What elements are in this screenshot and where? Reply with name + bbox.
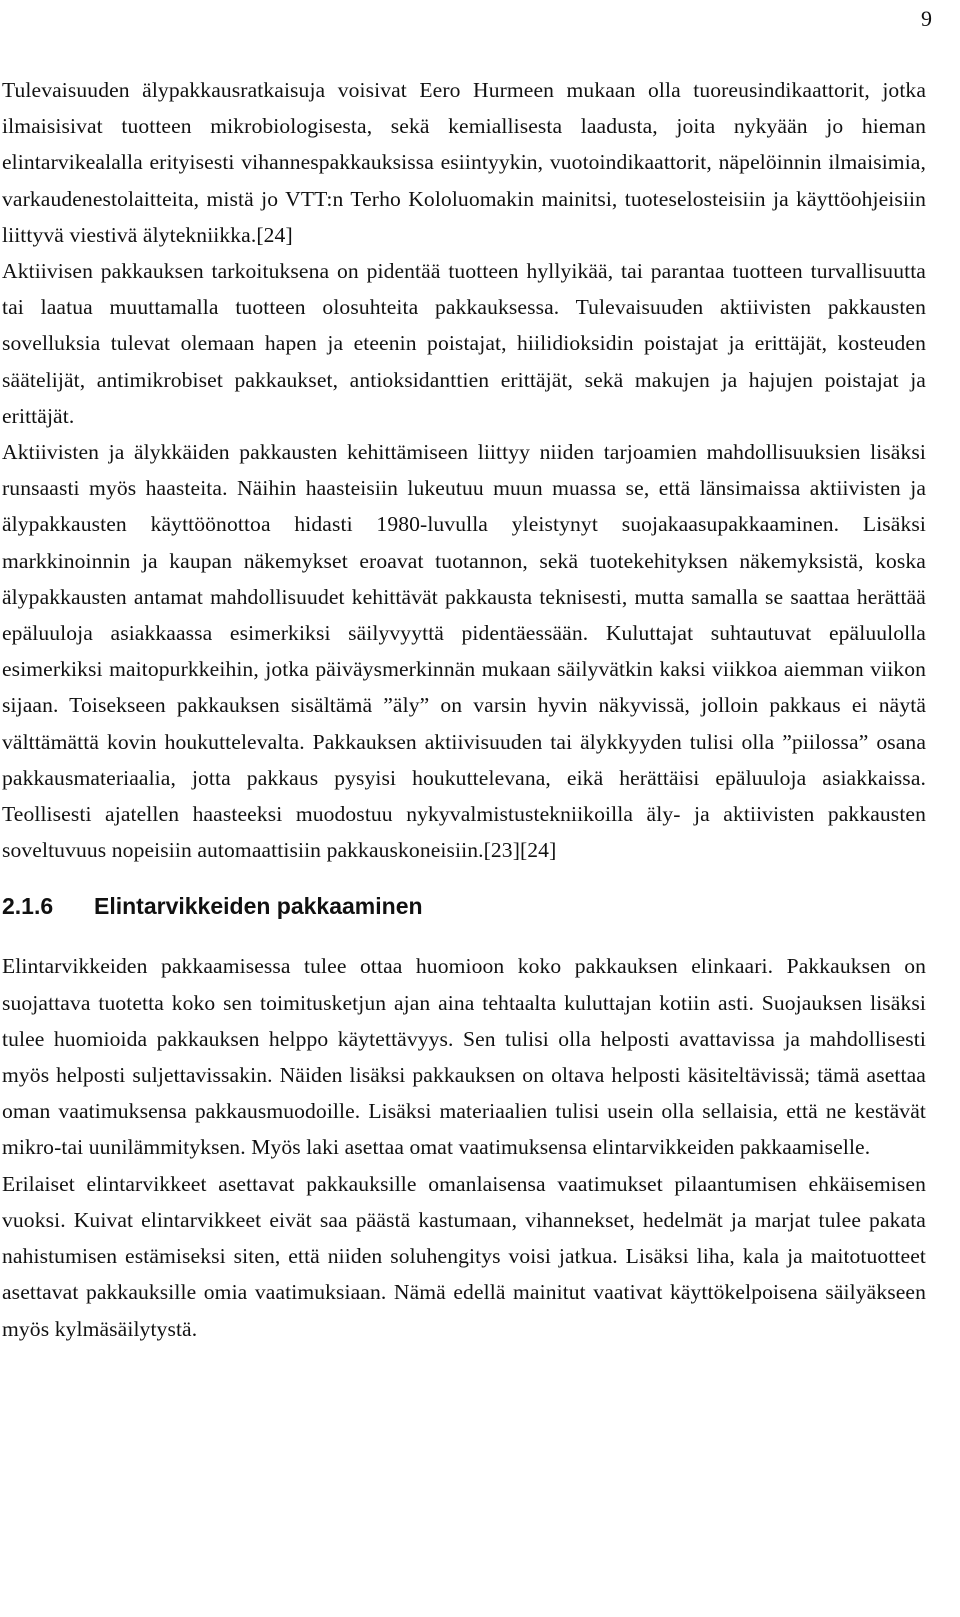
paragraph-intelligent-packaging-future: Tulevaisuuden älypakkausratkaisuja voisivat Eero Hurmeen mukaan olla tuoreusindikaattorit, jotka ilmaisisivat tuotteen mikrobiologisesta, sekä kemiallisesta laadusta, joita nykyään jo hieman elintarvikealalla erityisesti vihannespakkauksissa esiintyykin, vuotoindikaattorit, näpelöinnin ilmaisimia, varkaudenestolaitteita, mistä jo VTT:n Terho Kololuomakin mainitsi, tuoteselosteisiin ja käyttöohjeisiin liittyvä viestivä älytekniikka.[24]	[2, 78, 926, 247]
heading-spacer	[2, 934, 926, 948]
section-title: Elintarvikkeiden pakkaaminen	[94, 892, 423, 919]
paragraph-active-packaging-purpose: Aktiivisen pakkauksen tarkoituksena on pidentää tuotteen hyllyikää, tai parantaa tuotteen turvallisuutta tai laatua muuttamalla tuotteen olosuhteita pakkauksessa. Tulevaisuuden aktiivisten pakkausten sovelluksia tulevat olemaan hapen ja eteenin poistajat, hiilidioksidin poistajat ja erittäjät, kosteuden säätelijät, antimikrobiset pakkaukset, antioksidanttien erittäjät, sekä makujen ja hajujen poistajat ja erittäjät.	[2, 259, 926, 428]
document-body	[2, 72, 926, 1347]
page-number: 9	[921, 6, 932, 31]
paragraph-food-packaging-lifecycle: Elintarvikkeiden pakkaamisessa tulee ottaa huomioon koko pakkauksen elinkaari. Pakkauksen on suojattava tuotetta koko sen toimitusketjun ajan aina tehtaalta kuluttajan kotiin asti. Suojauksen lisäksi tulee huomioida pakkauksen helppo käytettävyys. Sen tulisi olla helposti avattavissa ja mahdollisesti myös helposti suljettavissakin. Näiden lisäksi pakkauksen on oltava helposti käsiteltävissä; tämä asettaa oman vaatimuksensa pakkausmuodoille. Lisäksi materiaalien tulisi usein olla sellaisia, että ne kestävät mikro-tai uunilämmityksen. Myös laki asettaa omat vaatimuksensa elintarvikkeiden pakkaamiselle.	[2, 954, 926, 1160]
section-heading	[2, 878, 926, 934]
section-number: 2.1.6	[2, 892, 54, 919]
paragraph-food-spoilage-requirements: Erilaiset elintarvikkeet asettavat pakkauksille omanlaisensa vaatimukset pilaantumisen ehkäisemisen vuoksi. Kuivat elintarvikkeet eivät saa päästä kastumaan, vihannekset, hedelmät ja marjat tulee pakata nahistumisen estämiseksi siten, että niiden soluhengitys voisi jatkua. Lisäksi liha, kala ja maitotuotteet asettavat pakkauksille omia vaatimuksiaan. Nämä edellä mainitut vaativat käyttökelpoisena säilyäkseen myös kylmäsäilytystä.	[2, 1171, 926, 1341]
paragraph-packaging-challenges: Aktiivisten ja älykkäiden pakkausten kehittämiseen liittyy niiden tarjoamien mahdollisuuksien lisäksi runsaasti myös haasteita. Näihin haasteisiin lukeutuu muun muassa se, että länsimaissa aktiivisten ja älypakkausten käyttöönottoa hidasti 1980-luvulla yleistynyt suojakaasupakkaaminen. Lisäksi markkinoinnin ja kaupan näkemykset eroavat tuotannon, sekä tuotekehityksen näkemyksistä, koska älypakkausten antamat mahdollisuudet kehittävät pakkausta teknisesti, mutta samalla se saattaa herättää epäluuloja asiakkaassa esimerkiksi säilyvyyttä pidentäessään. Kuluttajat suhtautuvat epäluulolla esimerkiksi maitopurkkeihin, jotka päiväysmerkinnän mukaan säilyvätkin kaksi viikkoa aiemman viikon sijaan. Toisekseen pakkauksen sisältämä ”äly” on varsin hyvin näkyvissä, jolloin pakkaus ei näytä välttämättä kovin houkuttelevalta. Pakkauksen aktiivisuuden tai älykkyyden tulisi olla ”piilossa” osana pakkausmateriaalia, jotta pakkaus pysyisi houkuttelevana, eikä herättäisi epäluuloja asiakkaissa. Teollisesti ajatellen haasteeksi muodostuu nykyvalmistustekniikoilla äly- ja aktiivisten pakkausten soveltuvuus nopeisiin automaattisiin pakkauskoneisiin.[23][24]	[2, 440, 926, 863]
